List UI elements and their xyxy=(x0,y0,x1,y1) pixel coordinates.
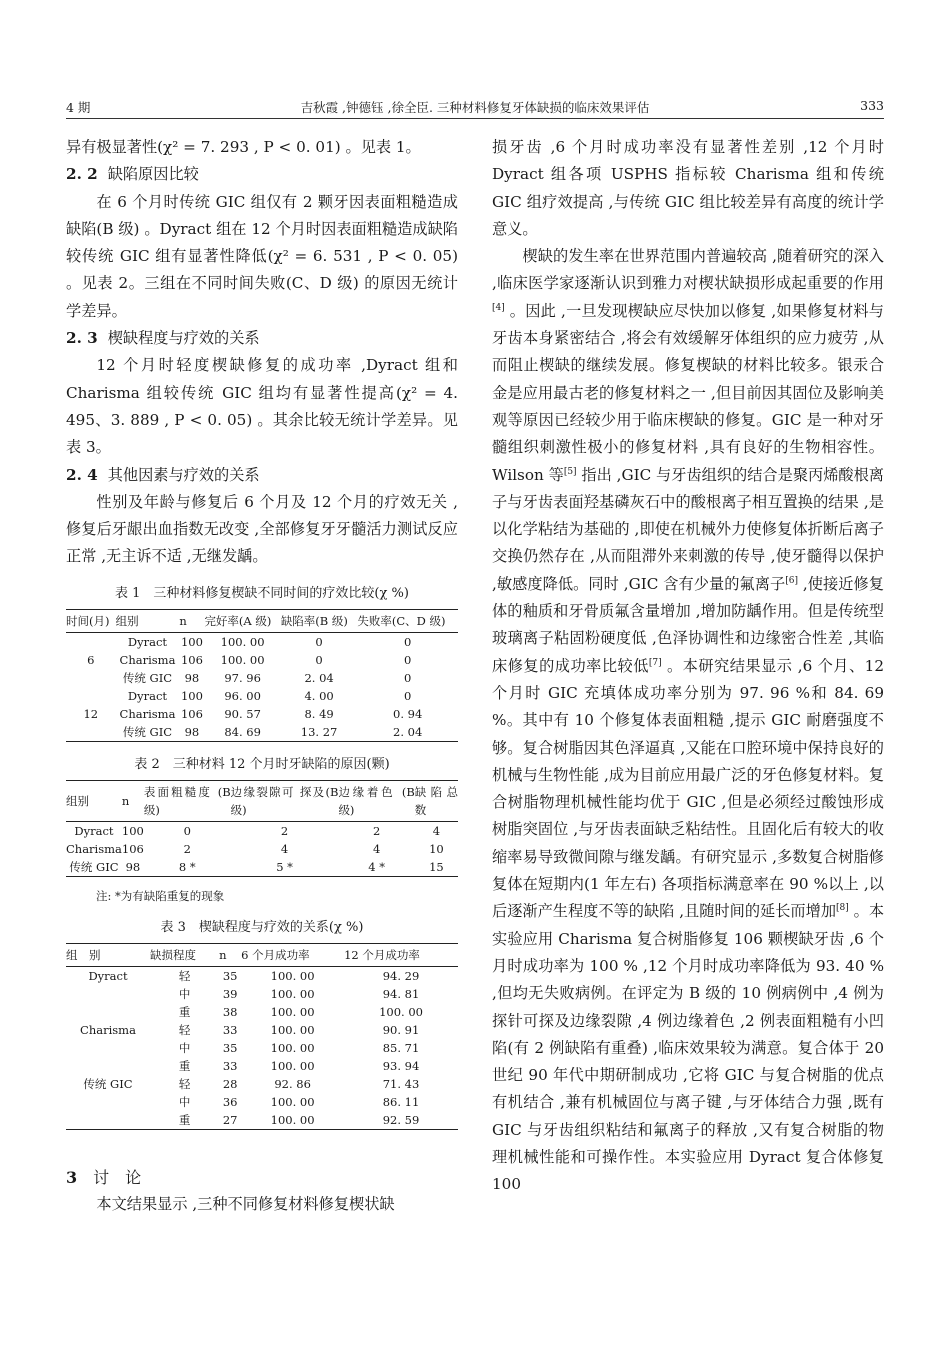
column-header: 缺损程度 xyxy=(150,943,219,966)
table-caption: 表 3 楔缺程度与疗效的关系(χ %) xyxy=(160,919,364,935)
paragraph: 异有极显著性(χ² = 7. 293 , P < 0. 01) 。见表 1。 xyxy=(66,138,421,156)
column-header: n xyxy=(179,609,204,632)
table-row: 6 Charisma 106 100. 00 0 0 xyxy=(87,652,412,667)
paragraph: 在 6 个月时传统 GIC 组仅有 2 颗牙因表面粗糙造成缺陷(B 级) 。Dyract 组在 12 个月时因表面粗糙造成缺陷较传统 GIC 组有显著性降低(χ² = 6. 531 , P < 0. 05) 。见表 2。三组在不同时间失败(C、D 级) 的原因无统计学差异。 xyxy=(66,192,458,320)
section-heading: 3 讨 论 xyxy=(66,1167,142,1187)
table-row: 中 35 100. 00 85. 71 xyxy=(178,1040,420,1055)
table-row: Charisma 轻 33 100. 00 90. 91 xyxy=(80,1022,420,1037)
section-heading: 2. 4 其他因素与疗效的关系 xyxy=(66,465,260,484)
table-row: 12 Charisma 106 90. 57 8. 49 0. 94 xyxy=(83,706,423,721)
table-row: 重 38 100. 00 100. 00 xyxy=(178,1004,423,1019)
section-heading: 2. 3 楔缺程度与疗效的关系 xyxy=(66,329,260,348)
issue-number: 4 期 xyxy=(66,100,91,115)
citation: [7] xyxy=(648,657,662,668)
paragraph: 性别及年龄与修复后 6 个月及 12 个月的疗效无关 ,修复后牙龈出血指数无改变 ,全部修复牙牙髓活力测试反应正常 ,无主诉不适 ,无继发龋。 xyxy=(66,492,458,566)
left-column xyxy=(66,134,458,1218)
table-note: 注: *为有缺陷重复的现象 xyxy=(96,888,225,903)
citation: [4] xyxy=(492,302,505,313)
column-header: 组别 xyxy=(66,780,122,821)
paragraph: 损牙齿 ,6 个月时成功率没有显著性差别 ,12 个月时 Dyract 组各项 USPHS 指标较 Charisma 组和传统 GIC 组疗效提高 ,与传统 GIC 组比较差异有高度的统计学意义。 xyxy=(492,138,884,238)
table-row: 传统 GIC 98 84. 69 13. 27 2. 04 xyxy=(122,724,423,739)
table-row: 中 36 100. 00 86. 11 xyxy=(178,1094,420,1109)
citation: [8] xyxy=(836,903,849,914)
table-2 xyxy=(66,780,458,877)
right-column xyxy=(492,134,884,1199)
table-row: Dyract 100 96. 00 4. 00 0 xyxy=(127,688,412,703)
table-row: 重 33 100. 00 93. 94 xyxy=(178,1058,420,1073)
table-row: Dyract 100 0 2 2 4 xyxy=(74,823,441,838)
column-header: 时间(月) xyxy=(66,609,116,632)
table-1 xyxy=(66,609,458,742)
column-header: 表面粗糙度 (B 级) xyxy=(144,780,231,821)
page-number: 333 xyxy=(860,98,884,113)
column-header: n xyxy=(122,780,144,821)
section-heading: 2. 2 缺陷原因比较 xyxy=(66,165,199,184)
table-row: 中 39 100. 00 94. 81 xyxy=(178,986,420,1001)
column-header: 边缘着色 (B 级) xyxy=(338,780,414,821)
citation: [6] xyxy=(785,575,799,586)
column-header: 12 个月成功率 xyxy=(344,943,458,966)
paragraph: 本文结果显示 ,三种不同修复材料修复楔状缺 xyxy=(96,1195,395,1214)
column-header: 组 别 xyxy=(66,943,150,966)
table-3 xyxy=(66,943,458,1130)
running-title: 吉秋霞 ,钟德钰 ,徐全臣. 三种材料修复牙体缺损的临床效果评估 xyxy=(300,100,650,115)
column-header: 边缘裂隙可 探及(B 级) xyxy=(231,780,339,821)
table-caption: 表 1 三种材料修复楔缺不同时间的疗效比较(χ %) xyxy=(115,585,409,601)
table-row: 传统 GIC 轻 28 92. 86 71. 43 xyxy=(83,1076,420,1091)
column-header: 6 个月成功率 xyxy=(241,943,344,966)
column-header: 缺陷率(B 级) xyxy=(281,609,358,632)
paragraph: 楔缺的发生率在世界范围内普遍较高 ,随着研究的深入 ,临床医学家逐渐认识到雅力对楔状缺损形成起重要的作用[4] 。因此 ,一旦发现楔缺应尽快加以修复 ,如果修复材料与牙齿本身紧密结合 ,将会有效缓解牙体组织的应力疲劳 ,从而阻止楔缺的继续发展。修复楔缺的材料比较多。银汞合金是应用最古老的修复材料之一 ,但目前因其固位及影响美观等原因已经较少用于临床楔缺的修复。GIC 是一种对牙髓组织刺激性极小的修复材料 ,具有良好的生物相容性。Wilson 等[5] 指出 ,GIC 与牙齿组织的结合是聚丙烯酸根离子与牙齿表面羟基磷灰石中的酸根离子相互置换的结果 ,是以化学粘结为基础的 ,即使在机械外力使修复体折断后离子交换仍然存在 ,从而阻滞外来刺激的传导 ,使牙髓得以保护 ,敏感度降低。同时 ,GIC 含有少量的氟离子[6] ,使接近修复体的釉质和牙骨质氟含量增加 ,增加防龋作用。但是传统型玻璃离子粘固粉硬度低 ,色泽协调性和边缘密合性差 ,其临床修复的成功率比较低[7] 。本研究结果显示 ,6 个月、12 个月时 GIC 充填体成功率分别为 97. 96 %和 84. 69 %。其中有 10 个修复体表面粗糙 ,提示 GIC 耐磨强度不够。复合树脂因其色泽逼真 ,又能在口腔环境中保持良好的机械与生物性能 ,成为目前应用最广泛的牙色修复材料。复合树脂物理机械性能均优于 GIC ,但是必须经过酸蚀形成树脂突固位 ,与牙齿表面缺乏粘结性。且固化后有较大的收缩率易导致微间隙与继发龋。有研究显示 ,多数复合树脂修复体在短期内(1 年左右) 各项指标满意率在 90 %以上 ,以后逐渐产生程度不等的缺陷 ,且随时间的延长而增加[8] 。本实验应用 Charisma 复合树脂修复 106 颗楔缺牙齿 ,6 个月时成功率为 100 % ,12 个月时成功率降低为 93. 40 % ,但均无失败病例。在评定为 B 级的 10 例病例中 ,4 例为探针可探及边缘裂隙 ,4 例边缘着色 ,2 例表面粗糙有小凹陷(有 2 例缺陷有重叠) ,临床效果较为满意。复合体于 20 世纪 90 年代中期研制成功 ,它将 GIC 与复合树脂的优点有机结合 ,兼有机械固位与离子键 ,与牙体结合力强 ,既有 GIC 与牙齿组织粘结和氟离子的释放 ,又有复合树脂的物理机械性能和可操作性。本实验应用 Dyract 复合体修复 100 xyxy=(492,247,885,1194)
table-row: 传统 GIC 98 97. 96 2. 04 0 xyxy=(122,670,412,685)
paragraph: 12 个月时轻度楔缺修复的成功率 ,Dyract 组和 Charisma 组较传统 GIC 组均有显著性提高(χ² = 4. 495、3. 889 , P < 0. 05) 。其余比较无统计学差异。见表 3。 xyxy=(66,356,458,457)
table-row: Dyract 100 100. 00 0 0 xyxy=(127,634,412,649)
column-header: 失败率(C、D 级) xyxy=(357,609,458,632)
table-row: 传统 GIC 98 8 * 5 * 4 * 15 xyxy=(69,859,444,874)
table-row: Dyract 轻 35 100. 00 94. 29 xyxy=(88,968,420,983)
table-caption: 表 2 三种材料 12 个月时牙缺陷的原因(颗) xyxy=(134,756,390,772)
column-header: n xyxy=(219,943,241,966)
column-header: 组别 xyxy=(116,609,180,632)
running-header xyxy=(66,96,884,119)
table-row: 重 27 100. 00 92. 59 xyxy=(178,1112,420,1127)
table-row: Charisma 106 2 4 4 10 xyxy=(66,841,444,856)
column-header: 完好率(A 级) xyxy=(204,609,280,632)
column-header: 缺陷总数 xyxy=(415,780,458,821)
citation: [5] xyxy=(563,466,577,477)
